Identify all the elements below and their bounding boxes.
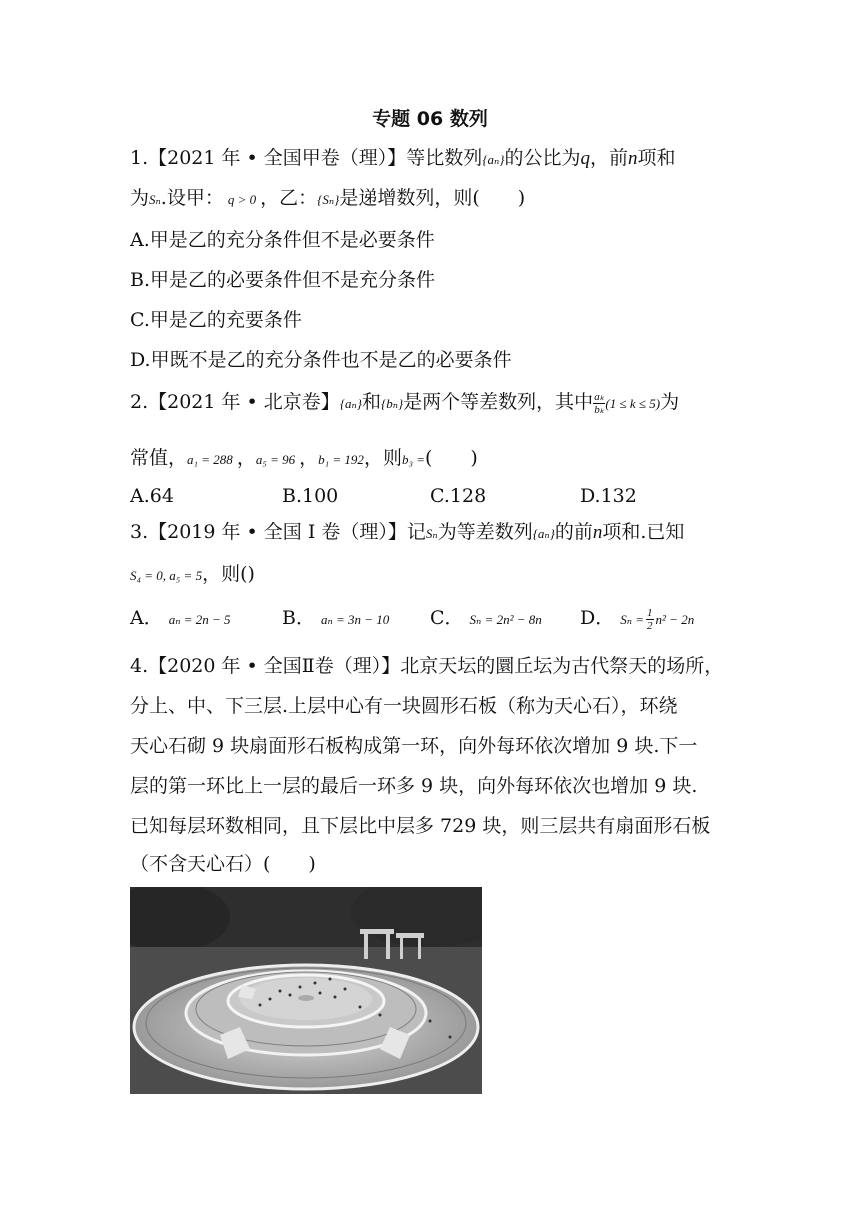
q4-line6: （不含天心石）( ) [130,853,316,875]
page-title: 专题 06 数列 [372,108,488,130]
q4-line3: 天心石砌 9 块扇面形石板构成第一环，向外每环依次增加 9 块.下一 [130,735,698,757]
q3-option-c: C． Sₙ = 2n² − 8n [430,607,542,629]
q2-line2: 常值，a₁ = 288 ，a₅ = 96 ，b₁ = 192，则b₃ =( ) [130,447,478,469]
q3-line1: 3.【2019 年 • 全国 Ⅰ 卷（理）】记Sₙ为等差数列{aₙ}的前n项和.已知 [130,521,685,543]
q4-line2: 分上、中、下三层.上层中心有一块圆形石板（称为天心石），环绕 [130,695,678,717]
q4-line1: 4.【2020 年 • 全国Ⅱ卷（理）】北京天坛的圜丘坛为古代祭天的场所， [130,655,724,677]
q2-option-d: D.132 [580,485,637,507]
q2-option-a: A.64 [130,485,174,507]
q1-option-b: B.甲是乙的必要条件但不是充分条件 [130,269,436,291]
q1-seq-an: {aₙ} [482,152,505,167]
q2-line1: 2.【2021 年 • 北京卷】{aₙ}和{bₙ}是两个等差数列，其中 $\frac{\text{aₖ}}{\text{bₖ}}$ (1 ≤ k ≤ 5)为 [130,390,680,416]
q1-option-d: D.甲既不是乙的充分条件也不是乙的必要条件 [130,349,512,371]
q4-line5: 已知每层环数相同，且下层比中层多 729 块，则三层共有扇面形石板 [130,815,711,837]
q1-line2: 为Sₙ.设甲： q > 0 ，乙：{Sₙ}是递增数列，则( ) [130,187,526,209]
q4-line4: 层的第一环比上一层的最后一环多 9 块，向外每环依次也增加 9 块. [130,775,698,797]
circular-altar-photo [130,887,482,1094]
q1-option-a: A.甲是乙的充分条件但不是必要条件 [130,229,435,251]
q2-option-b: B.100 [282,485,339,507]
q3-line2: S₄ = 0, a₅ = 5，则() [130,563,255,585]
q2-option-c: C.128 [430,485,487,507]
q2-fraction: $\frac{\text{aₖ}}{\text{bₖ}}$ [594,390,605,416]
q1-option-c: C.甲是乙的充要条件 [130,309,302,331]
q3-option-d: D． Sₙ = $\frac{1}{2}$ n² − 2n [580,606,695,632]
q3-option-b: B． aₙ = 3n − 10 [282,607,390,629]
q1-line1: 1.【2021 年 • 全国甲卷（理）】等比数列{aₙ}的公比为q，前n项和 [130,147,676,169]
q3-option-a: A． aₙ = 2n − 5 [130,607,231,629]
